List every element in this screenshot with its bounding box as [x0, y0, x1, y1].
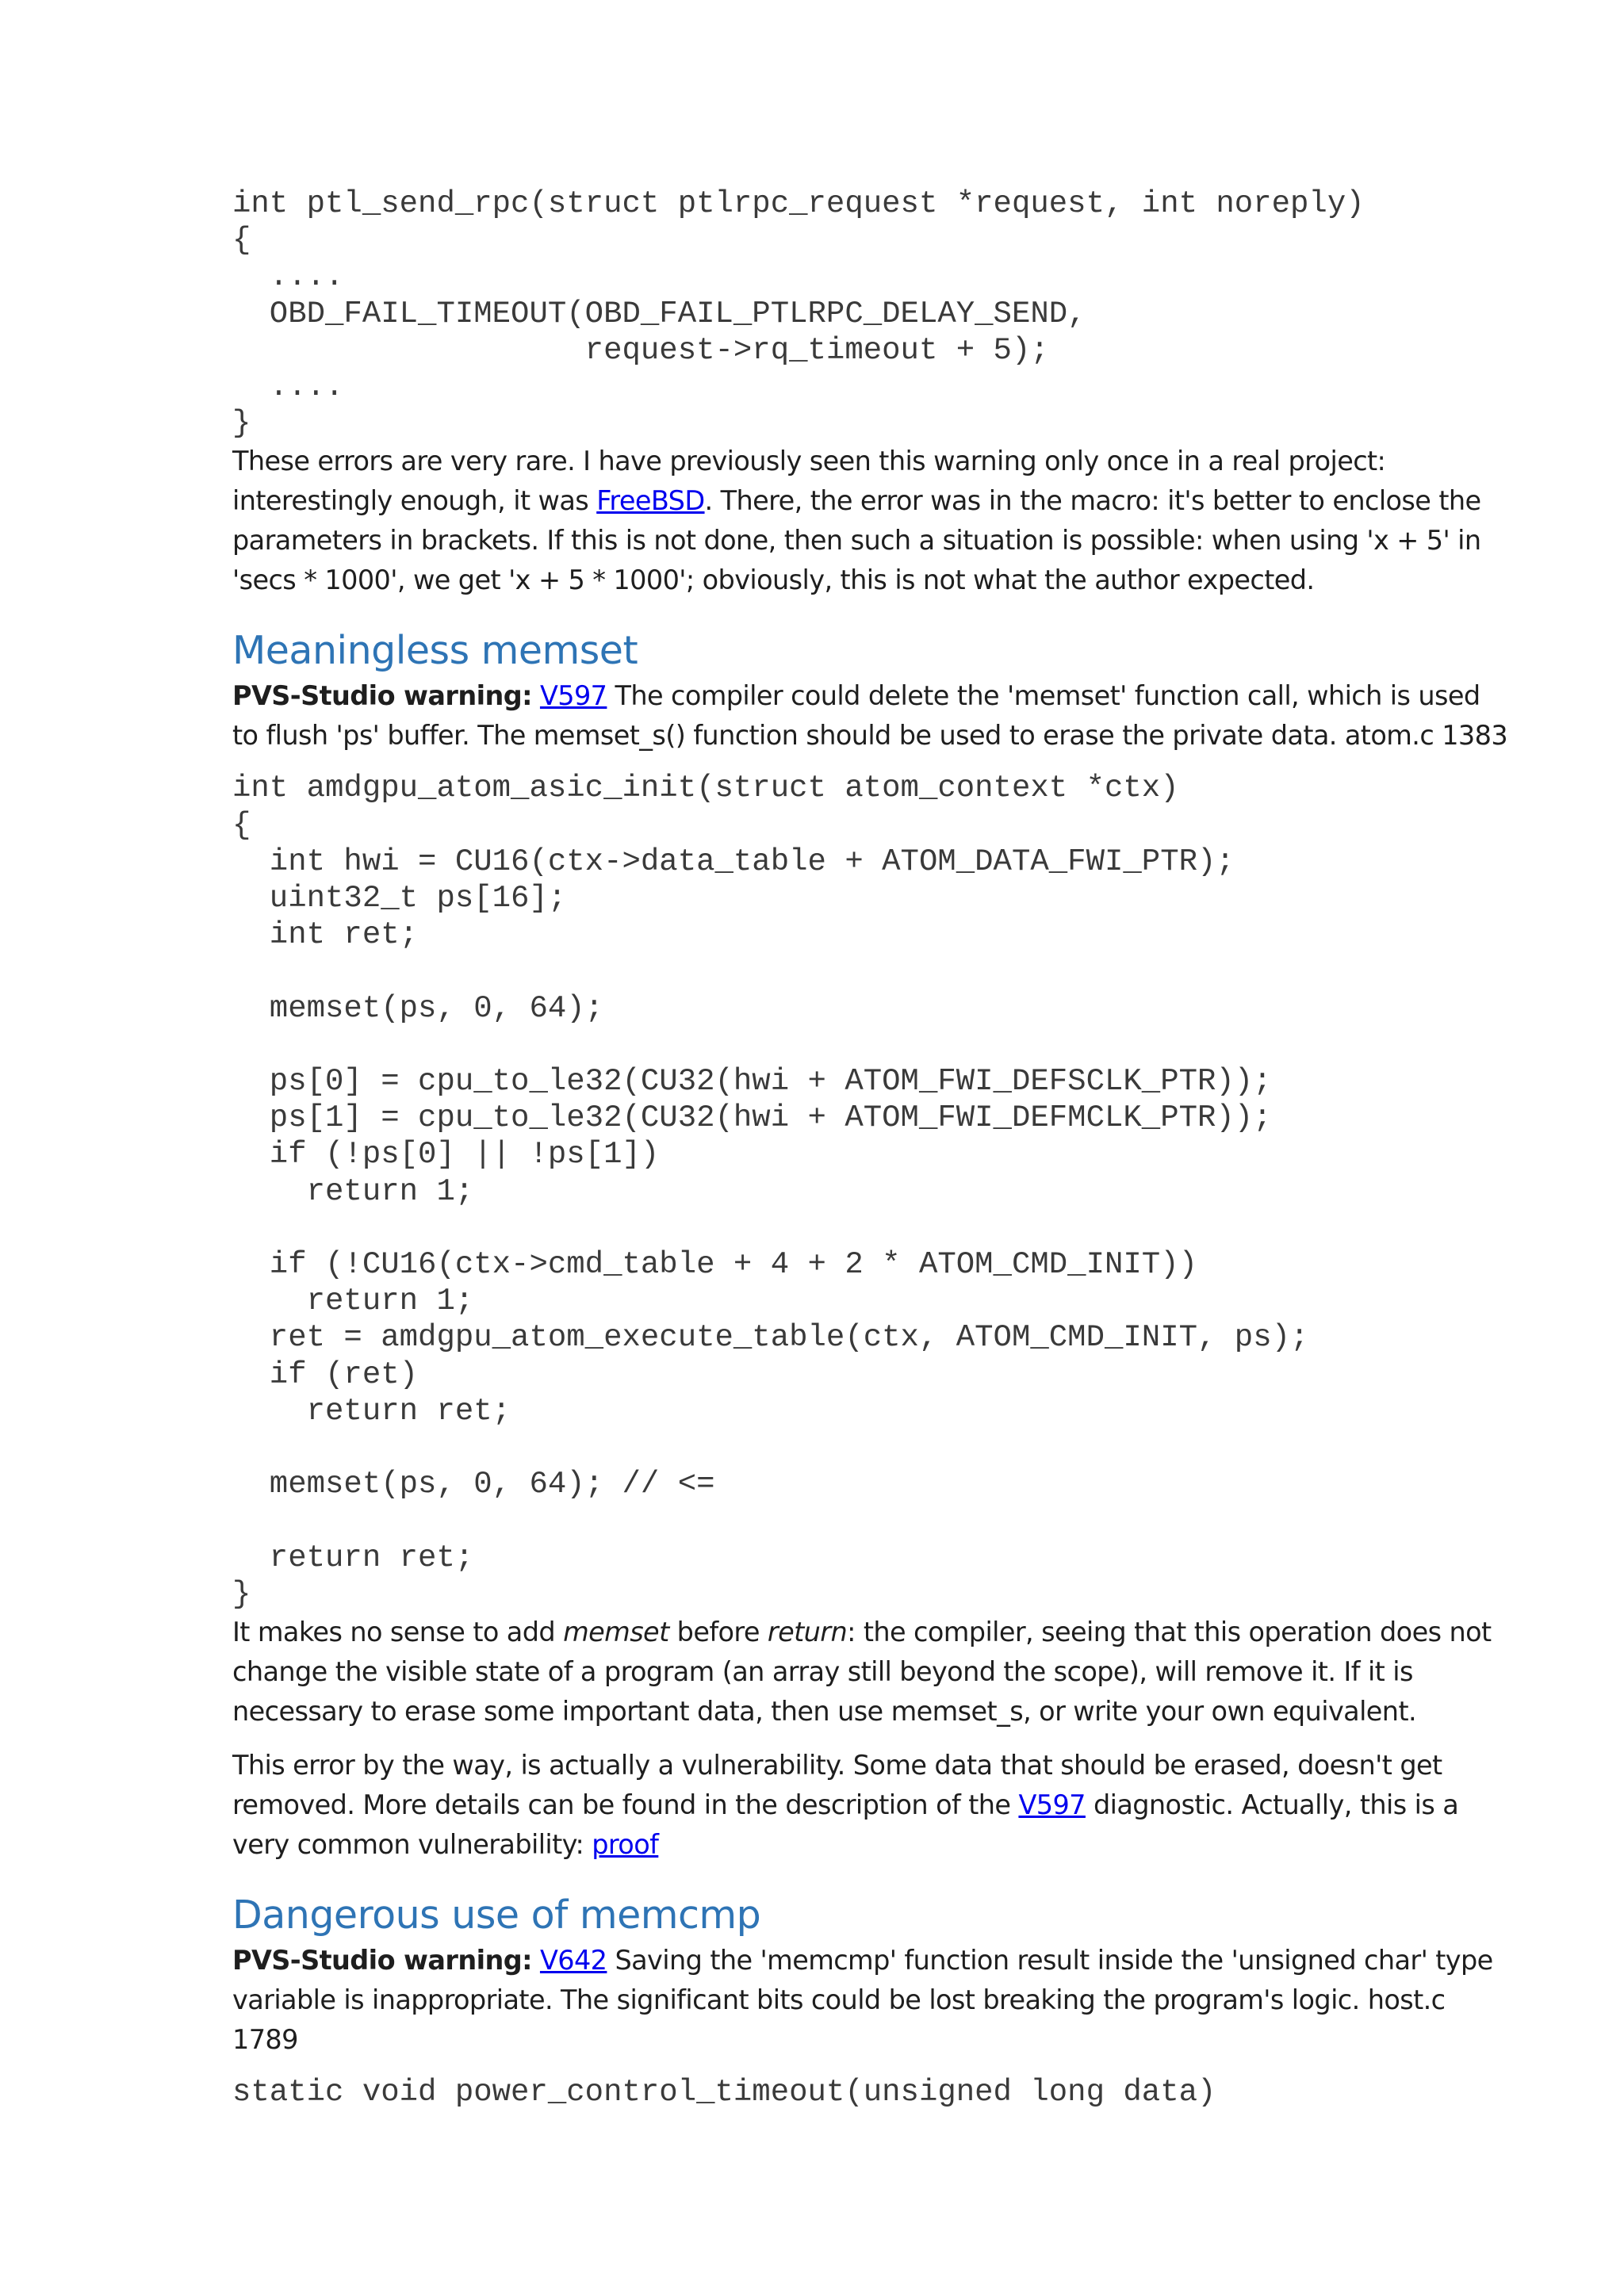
code-line: memset(ps, 0, 64);	[232, 990, 604, 1026]
v642-link[interactable]: V642	[539, 1945, 607, 1976]
freebsd-link[interactable]: FreeBSD	[596, 485, 705, 517]
heading-meaningless-memset: Meaningless memset	[232, 628, 638, 674]
code-line: memset(ps, 0, 64); // <=	[232, 1467, 715, 1502]
code-line: int amdgpu_atom_asic_init(struct atom_context *ctx)	[232, 771, 1179, 806]
proof-link[interactable]: proof	[592, 1829, 659, 1861]
paragraph-memset-explanation: It makes no sense to add memset before return: the compiler, seeing that this operation does not change the visible state of a program (an array still beyond the scope), will remove it. If it is necessary to erase some important data, then use memset_s, or write your own equivalent.	[232, 1617, 1492, 1728]
warning-v642: PVS-Studio warning: V642 Saving the 'memcmp' function result inside the 'unsigned char' type variable is inappropriate. The significant bits could be lost breaking the program's logic. host.c 1789	[232, 1945, 1493, 2056]
code-line: }	[232, 1576, 251, 1612]
code-line: if (ret)	[232, 1357, 419, 1392]
code-line: ....	[232, 259, 344, 295]
code-line: ret = amdgpu_atom_execute_table(ctx, ATOM_CMD_INIT, ps);	[232, 1320, 1309, 1356]
code-block-amdgpu-atom-asic-init	[232, 770, 1513, 1613]
code-line: if (!ps[0] || !ps[1])	[232, 1137, 660, 1173]
code-line: return ret;	[232, 1540, 474, 1575]
code-line: int ptl_send_rpc(struct ptlrpc_request *request, int noreply)	[232, 186, 1365, 221]
code-line: ....	[232, 369, 344, 405]
code-line: }	[232, 406, 251, 442]
code-line: request->rq_timeout + 5);	[232, 332, 1049, 368]
v597-link[interactable]: V597	[539, 680, 607, 712]
heading-dangerous-memcmp: Dangerous use of memcmp	[232, 1892, 761, 1938]
code-line: {	[232, 223, 251, 258]
code-line: uint32_t ps[16];	[232, 881, 567, 916]
code-line	[232, 1429, 1513, 1466]
code-line: ps[0] = cpu_to_le32(CU32(hwi + ATOM_FWI_DEFSCLK_PTR));	[232, 1064, 1272, 1100]
paragraph-rare-errors: These errors are very rare. I have previously seen this warning only once in a real project: interestingly enough, it was FreeBSD. There, the error was in the macro: it's better to enclose the parameters in brackets. If this is not done, then such a situation is possible: when using 'x + 5' in 'secs * 1000', we get 'x + 5 * 1000'; obviously, this is not what the author expected.	[232, 446, 1481, 596]
warning-label: PVS-Studio warning:	[232, 1945, 532, 1976]
code-line: ps[1] = cpu_to_le32(CU32(hwi + ATOM_FWI_DEFMCLK_PTR));	[232, 1100, 1272, 1136]
code-line	[232, 1027, 1513, 1063]
code-line: static void power_control_timeout(unsigned long data)	[232, 2075, 1216, 2110]
warning-label: PVS-Studio warning:	[232, 680, 532, 712]
v597-diagnostic-link[interactable]: V597	[1018, 1789, 1086, 1821]
code-line: if (!CU16(ctx->cmd_table + 4 + 2 * ATOM_CMD_INIT))	[232, 1247, 1197, 1283]
code-line: {	[232, 807, 251, 843]
code-line	[232, 1502, 1513, 1539]
code-line	[232, 1210, 1513, 1246]
paragraph-vulnerability: This error by the way, is actually a vulnerability. Some data that should be erased, doesn't get removed. More details can be found in the description of the V597 diagnostic. Actually, this is a very common vulnerability: proof	[232, 1750, 1459, 1861]
code-line: return 1;	[232, 1284, 474, 1319]
code-line	[232, 953, 1513, 989]
code-line: int hwi = CU16(ctx->data_table + ATOM_DATA_FWI_PTR);	[232, 844, 1235, 879]
code-line: return ret;	[232, 1393, 511, 1429]
code-line: int ret;	[232, 917, 419, 953]
code-line: return 1;	[232, 1173, 474, 1209]
warning-v597: PVS-Studio warning: V597 The compiler could delete the 'memset' function call, which is used to flush 'ps' buffer. The memset_s() function should be used to erase the private data. atom.c 1383	[232, 680, 1508, 752]
code-block-ptl-send-rpc	[232, 186, 1513, 442]
code-block-power-control-timeout	[232, 2074, 1513, 2110]
code-line: OBD_FAIL_TIMEOUT(OBD_FAIL_PTLRPC_DELAY_SEND,	[232, 296, 1086, 331]
